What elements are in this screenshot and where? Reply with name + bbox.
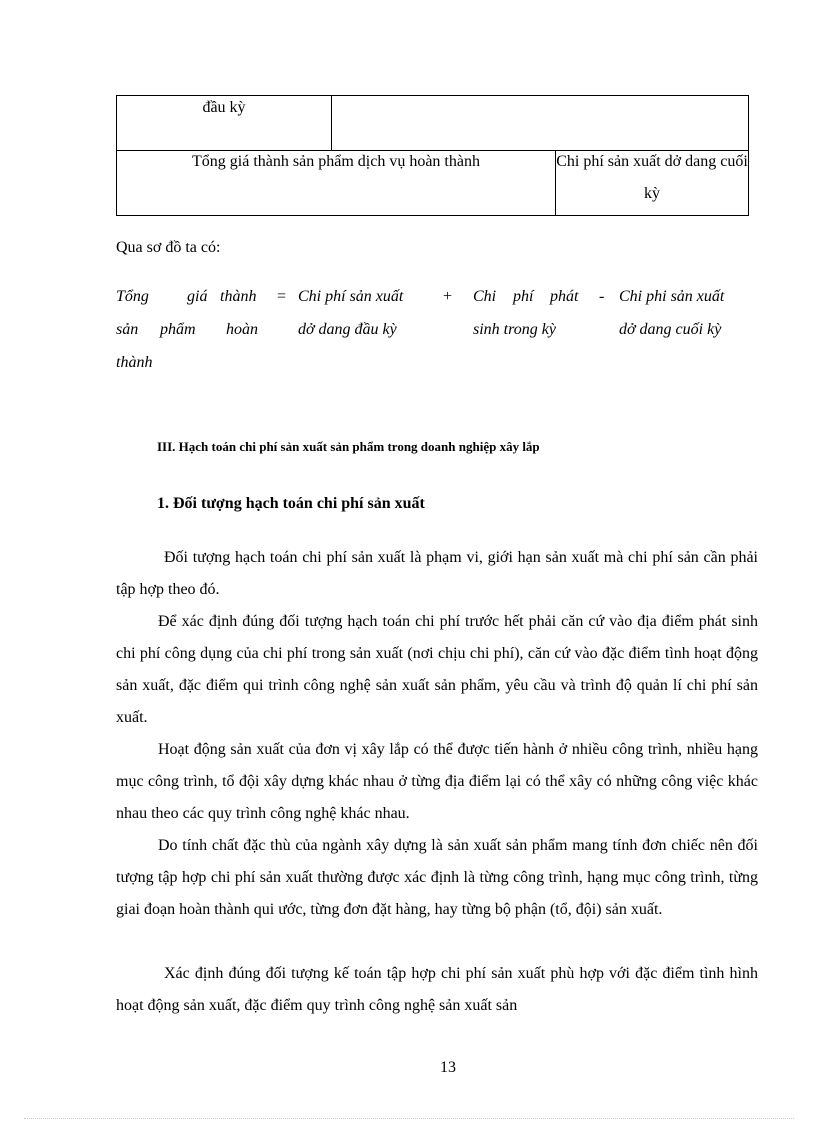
paragraph	[116, 958, 758, 1022]
formula-term3-line2: dở dang cuối kỳ	[619, 321, 722, 338]
paragraph	[116, 734, 758, 830]
section-heading: III. Hạch toán chi phí sản xuất sản phẩm trong doanh nghiệp xây lắp	[157, 439, 540, 454]
paragraph-text: Để xác định đúng đối tượng hạch toán chi phí trước hết phải căn cứ vào địa điểm phát sinh chi phí công dụng của chi phí trong sản xuất (nơi chịu chi phí), căn cứ vào đặc điểm tình hoạt động sản xuất, đặc điểm qui trình công nghệ sản xuất sản phẩm, yêu cầu và trình độ quản lí chi phí sản xuất.	[116, 613, 758, 726]
paragraph-text: Hoạt động sản xuất của đơn vị xây lắp có thể được tiến hành ở nhiều công trình, nhiều hạng mục công trình, tổ đội xây dựng khác nhau ở từng địa điểm lại có thể xây có những công việc khác nhau theo các quy trình công nghệ khác nhau.	[116, 741, 758, 822]
page-bottom-divider	[24, 1118, 794, 1119]
formula-lhs-word: thành	[116, 354, 153, 371]
formula-lhs-word: hoàn	[226, 321, 258, 338]
page-number: 13	[440, 1059, 456, 1076]
formula-plus-sign: +	[443, 288, 453, 305]
formula-term1-line2: dở dang đầu kỳ	[298, 321, 397, 338]
paragraph-text: Xác định đúng đối tượng kế toán tập hợp chi phí sản xuất phù hợp với đặc điểm tình hình hoạt động sản xuất, đặc điểm quy trình công nghệ sản xuất sản	[116, 965, 758, 1014]
paragraph	[116, 606, 758, 734]
paragraph-text: Do tính chất đặc thù của ngành xây dựng là sản xuất sản phẩm mang tính đơn chiếc nên đối tượng tập hợp chi phí sản xuất thường được xác định là từng công trình, hạng mục công trình, từng giai đoạn hoàn thành qui ước, từng đơn đặt hàng, hay từng bộ phận (tổ, đội) sản xuất.	[116, 837, 758, 918]
table-row1-right-cell	[331, 95, 749, 151]
formula-lhs-word: giá	[187, 288, 208, 305]
formula-lhs-word: phẩm	[160, 321, 196, 338]
formula-minus-sign: -	[599, 288, 605, 305]
table-row1-left-text: đầu kỳ	[202, 99, 246, 116]
paragraph	[116, 830, 758, 926]
formula-equals-sign: =	[277, 288, 287, 305]
formula-term2-word: Chi	[473, 288, 497, 305]
formula-lhs-word: sản	[116, 321, 139, 338]
formula-lhs-word: Tổng	[116, 288, 149, 305]
formula-term3-line1: Chi phi sản xuất	[619, 288, 725, 305]
formula-term2-word: phí	[513, 288, 534, 305]
formula-term2-line2: sinh trong kỳ	[473, 321, 556, 338]
paragraph	[116, 542, 758, 606]
formula-term1-line1: Chi phí sản xuất	[298, 288, 404, 305]
intro-text: Qua sơ đồ ta có:	[116, 239, 221, 256]
formula-lhs-word: thành	[220, 288, 257, 305]
paragraph-text: Đối tượng hạch toán chi phí sản xuất là phạm vi, giới hạn sản xuất mà chi phí sản cần phải tập hợp theo đó.	[116, 549, 758, 598]
formula-term2-word: phát	[550, 288, 579, 305]
table-row2-right-text: Chi phí sản xuất dở dang cuối kỳ	[556, 153, 748, 202]
subheading: 1. Đối tượng hạch toán chi phí sản xuất	[157, 495, 425, 512]
table-row2-left-text: Tổng giá thành sản phẩm dịch vụ hoàn thành	[192, 153, 480, 170]
